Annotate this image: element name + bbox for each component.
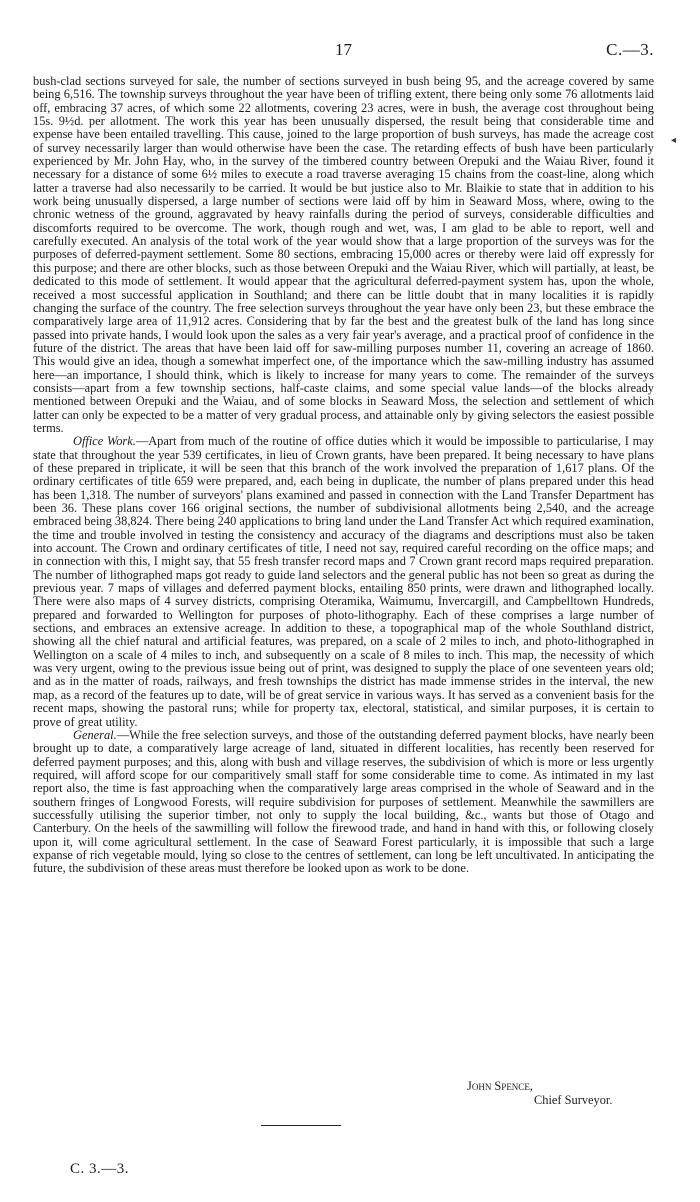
document-page [33, 0, 654, 1202]
report-body [33, 75, 654, 876]
closing-rule [261, 1125, 341, 1126]
footer-signature-code: C. 3.—3. [70, 1161, 130, 1177]
page-number: 17 [335, 40, 352, 59]
paragraph-office-work [33, 435, 654, 729]
paragraph-surveys: bush-clad sections surveyed for sale, the number of sections surveyed in bush being 95, and the acreage covered by same being 6,516. The township surveys throughout the year have been of trifling extent, there being only some 76 allotments laid off, embracing 37 acres, of which some 22 allotments, covering 23 acres, were in bush, the average cost throughout being 15s. 9½d. per allotment. The work this year has been unusually dispersed, the result being that considerable time and expense have been entailed travelling. This cause, joined to the large proportion of bush surveys, has made the acreage cost of survey necessarily larger than would otherwise have been the case. The retarding effects of bush have been particularly experienced by Mr. John Hay, who, in the survey of the timbered country between Orepuki and the Waiau River, found it necessary for a distance of some 6½ miles to execute a road traverse averaging 15 chains from the coast-line, along which latter a traverse had also necessarily to be carried. It would be but justice also to Mr. Blaikie to state that in addition to his work being unusually dispersed, a large number of sections were laid off by him in Seaward Moss, where, owing to the chronic wetness of the ground, aggravated by heavy rainfalls during the period of surveys, considerable difficulties and discomforts required to be overcome. The work, though rough and wet, was, I am glad to be able to report, well and carefully executed. An analysis of the total work of the year would show that a large proportion of the surveys was for the purposes of deferred-payment settlement. Some 80 sections, embracing 15,000 acres or thereby were laid off expressly for this purpose; and there are other blocks, such as those between Orepuki and the Waiau River, which will partially, at least, be dedicated to this mode of settlement. It would appear that the agricultural deferred-payment system has, upon the whole, received a most successful application in Southland; and there can be little doubt that in many localities it is rapidly changing the surface of the country. The free selection surveys throughout the year have only been 23, but these embrace the comparatively large area of 11,912 acres. Considering that by far the best and the greatest bulk of the land has long since passed into private hands, I would look upon the sales as a very fair year's average, and a practical proof of confidence in the future of the district. The areas that have been laid off for saw-milling purposes number 11, covering an acreage of 1860. This would give an idea, though a somewhat imperfect one, of the importance which the saw-milling industry has assumed here—an importance, I should think, which is likely to increase for many years to come. The remainder of the surveys consists—apart from a few township sections, half-caste claims, and some special value lands—of the blocks already mentioned between Orepuki and the Waiau, and of some blocks in Seaward Moss, the selection and settlement of which latter can only be expected to be a matter of very gradual process, and attainable only by giving selectors the easiest possible terms. [33, 74, 654, 435]
office-work-text: —Apart from much of the routine of office duties which it would be impossible to particularise, I may state that throughout the year 539 certificates, in lieu of Crown grants, have been prepared. It being necessary to have plans of these prepared in triplicate, it will be seen that this branch of the work involved the preparation of 1,617 plans. Of the ordinary certificates of title 659 were prepared, and, each being in duplicate, the number of plans prepared under this head has been 1,318. The number of surveyors' plans examined and passed in connection with the Land Transfer Department has been 36. These plans cover 166 original sections, the number of subdivisional allotments being 2,540, and the acreage embraced being 38,824. There being 240 applications to bring land under the Land Transfer Act which required examination, the time and trouble involved in testing the consistency and accuracy of the diagrams and descriptions must also be taken into account. The Crown and ordinary certificates of title, I need not say, required careful recording on the office maps; and in connection with this, I might say, that 55 fresh transfer record maps and 7 Crown grant record maps required preparation. The number of lithographed maps got ready to guide land selectors and the general public has not been so great as during the previous year. 7 maps of villages and deferred payment blocks, entailing 850 prints, were drawn and lithographed locally. There were also maps of 4 survey districts, comprising Oteramika, Waimumu, Invercargill, and Campbelltown Hundreds, prepared and forwarded to Wellington for purposes of photo-lithography. Each of these comprises a large number of sections, and embraces an extensive acreage. In addition to these, a topographical map of the whole Southland district, showing all the chief natural and artificial features, was prepared, on a scale of 2 miles to inch, and photo-lithographed in Wellington on a scale of 4 miles to inch, and subsequently on a scale of 8 miles to inch. This map, the necessity of which was very urgent, owing to the previous issue being out of print, was designed to supply the place of one seventeen years old; and as in the matter of roads, railways, and fresh townships the district has made immense strides in the interval, the new map, as a record of the features up to date, will be of great service in various ways. It has served as a convenient basis for the recent maps, showing the pastoral runs; while for property tax, electoral, statistical, and similar purposes, it is certain to prove of great utility. [33, 434, 654, 729]
general-text: —While the free selection surveys, and those of the outstanding deferred payment blocks, have nearly been brought up to date, a comparatively large acreage of land, situated in different localities, has recently been reserved for deferred payment purposes; and this, along with bush and village reserves, the subdivision of which is more or less urgently required, will afford scope for our comparitively small staff for some considerable time to come. As intimated in my last report also, the time is fast approaching when the comparatively large areas comprised in the whole of Seaward and in the southern fringes of Longwood Forests, will require subdivision for purposes of settlement. Meanwhile the sawmillers are successfully utilising the superior timber, not only to supply the local building, &c., wants but those of Otago and Canterbury. On the heels of the sawmilling will follow the firewood trade, and hand in hand with this, or following closely upon it, will come agricultural settlement. In the case of Seaward Forest particularly, it is impossible that such a large expanse of rich vegetable mould, lying so close to the centres of settlement, can long be left uncultivated. In anticipating the future, the subdivision of these areas must therefore be looked upon as work to be done. [33, 727, 654, 876]
paragraph-general [33, 729, 654, 876]
section-title-general: General. [73, 727, 117, 742]
section-title-office-work: Office Work. [73, 434, 136, 449]
page-header [33, 40, 654, 62]
signatory-name: John Spence, [467, 1079, 533, 1093]
signatory-title: Chief Surveyor. [534, 1093, 613, 1107]
margin-pointer-mark: ◂ [671, 135, 677, 146]
document-code: C.—3. [606, 40, 654, 59]
